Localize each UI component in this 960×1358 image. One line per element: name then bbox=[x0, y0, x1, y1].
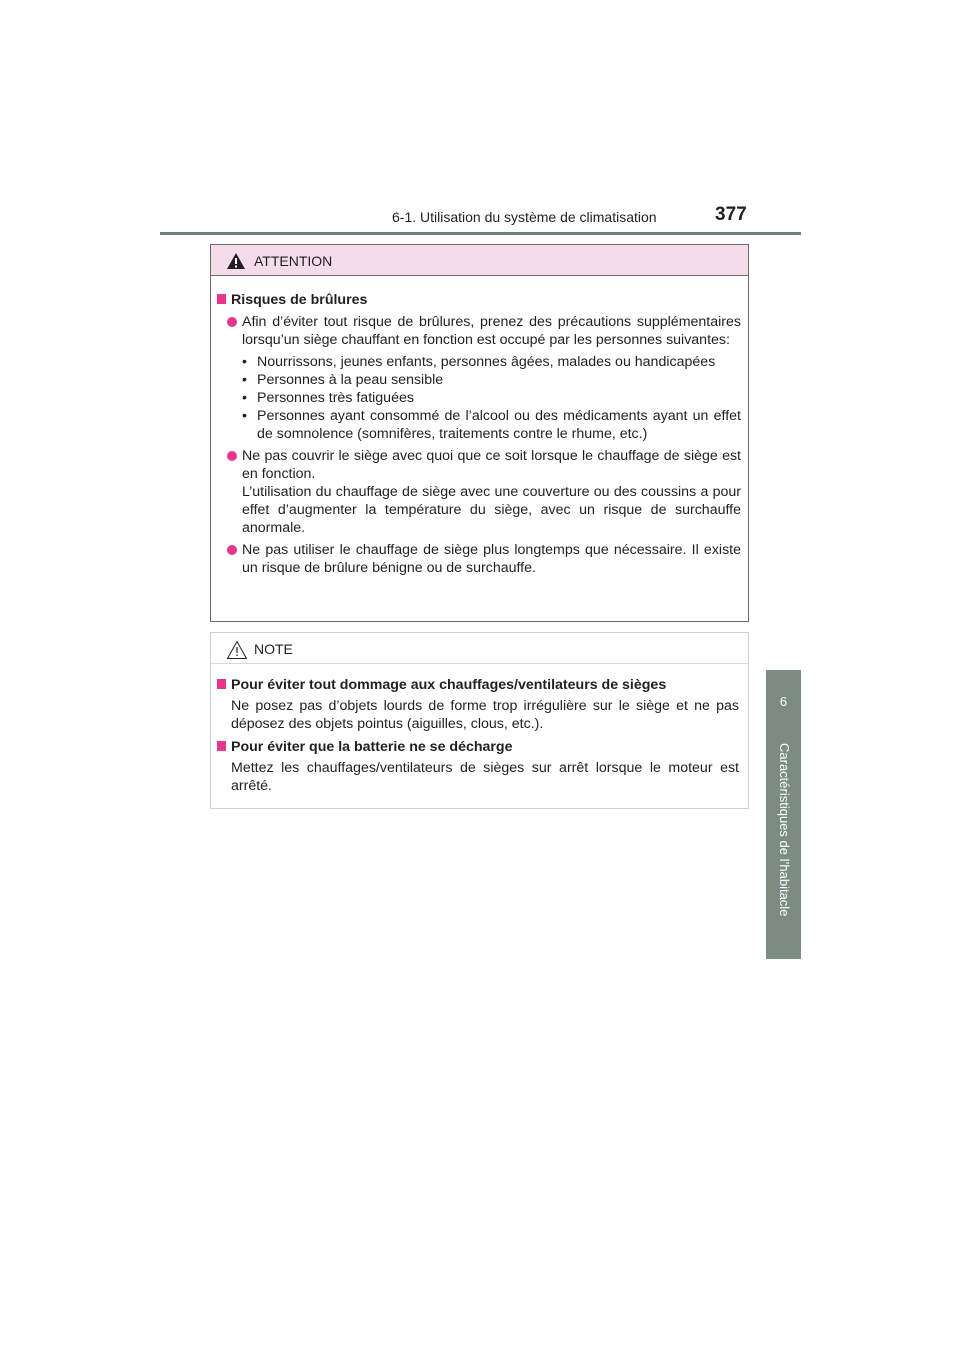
square-bullet-icon bbox=[217, 294, 226, 304]
header-title: 6-1. Utilisation du système de climatisation bbox=[392, 209, 657, 225]
round-bullet-icon bbox=[227, 545, 237, 555]
note-section-1-title bbox=[217, 676, 739, 694]
square-bullet-icon bbox=[217, 741, 226, 751]
attention-section-title-text: Risques de brûlures bbox=[231, 292, 368, 308]
attention-item-2-line-1: Ne pas couvrir le siège avec quoi que ce soit lorsque le chauffage de siège est en fonction. bbox=[242, 448, 741, 482]
attention-item-1-text: Afin d’éviter tout risque de brûlures, prenez des précautions supplémentaires lorsqu’un siège chauffant en fonction est occupé par les personnes suivantes: bbox=[242, 314, 741, 348]
note-section-1-text: Ne posez pas d’objets lourds de forme trop irrégulière sur le siège et ne pas déposez des objets pointus (aiguilles, clous, etc.). bbox=[231, 698, 739, 732]
list-item bbox=[242, 353, 741, 371]
side-tab-number: 6 bbox=[779, 694, 788, 709]
list-item-text: Personnes à la peau sensible bbox=[257, 372, 444, 388]
list-item-text: Nourrissons, jeunes enfants, personnes âgées, malades ou handicapées bbox=[257, 354, 716, 370]
attention-item-3 bbox=[217, 541, 741, 577]
attention-heading: ATTENTION bbox=[254, 253, 333, 269]
list-item bbox=[242, 371, 741, 389]
warning-filled-triangle-icon bbox=[226, 252, 246, 270]
attention-body bbox=[211, 276, 748, 577]
note-section-2-title bbox=[217, 738, 739, 756]
list-item-text: Personnes très fatiguées bbox=[257, 390, 414, 406]
note-section-2-text: Mettez les chauffages/ventilateurs de sièges sur arrêt lorsque le moteur est arrêté. bbox=[231, 760, 739, 794]
round-bullet-icon bbox=[227, 317, 237, 327]
dot-mark-icon: • bbox=[242, 408, 247, 424]
dot-mark-icon: • bbox=[242, 372, 247, 388]
warning-outline-triangle-icon bbox=[226, 640, 248, 660]
attention-header bbox=[211, 245, 748, 276]
dot-mark-icon: • bbox=[242, 354, 247, 370]
list-item-text: Personnes ayant consommé de l’alcool ou des médicaments ayant un effet de somnolence (somnifères, traitements contre le rhume, etc.) bbox=[257, 408, 741, 442]
note-box bbox=[210, 632, 749, 809]
list-item bbox=[242, 407, 741, 443]
note-section-2-title-text: Pour éviter que la batterie ne se décharge bbox=[231, 739, 513, 755]
dot-mark-icon: • bbox=[242, 390, 247, 406]
note-section-1-title-text: Pour éviter tout dommage aux chauffages/ventilateurs de sièges bbox=[231, 677, 667, 693]
attention-sub-list bbox=[242, 353, 741, 443]
header-rule bbox=[160, 232, 801, 235]
round-bullet-icon bbox=[227, 451, 237, 461]
attention-item-2 bbox=[217, 447, 741, 537]
square-bullet-icon bbox=[217, 679, 226, 689]
attention-item-2-line-2: L’utilisation du chauffage de siège avec une couverture ou des coussins a pour effet d’augmenter la température du siège, avec un risque de surchauffe anormale. bbox=[242, 484, 741, 536]
attention-section-title bbox=[217, 291, 741, 309]
attention-item-1 bbox=[217, 313, 741, 349]
note-heading: NOTE bbox=[254, 641, 293, 657]
list-item bbox=[242, 389, 741, 407]
attention-box bbox=[210, 244, 749, 622]
page-number: 377 bbox=[715, 204, 747, 225]
attention-item-3-text: Ne pas utiliser le chauffage de siège plus longtemps que nécessaire. Il existe un risque de brûlure bénigne ou de surchauffe. bbox=[242, 542, 741, 576]
note-body bbox=[211, 664, 748, 795]
note-header bbox=[211, 633, 748, 664]
side-tab-label: Caractéristiques de l’habitacle bbox=[777, 743, 792, 917]
